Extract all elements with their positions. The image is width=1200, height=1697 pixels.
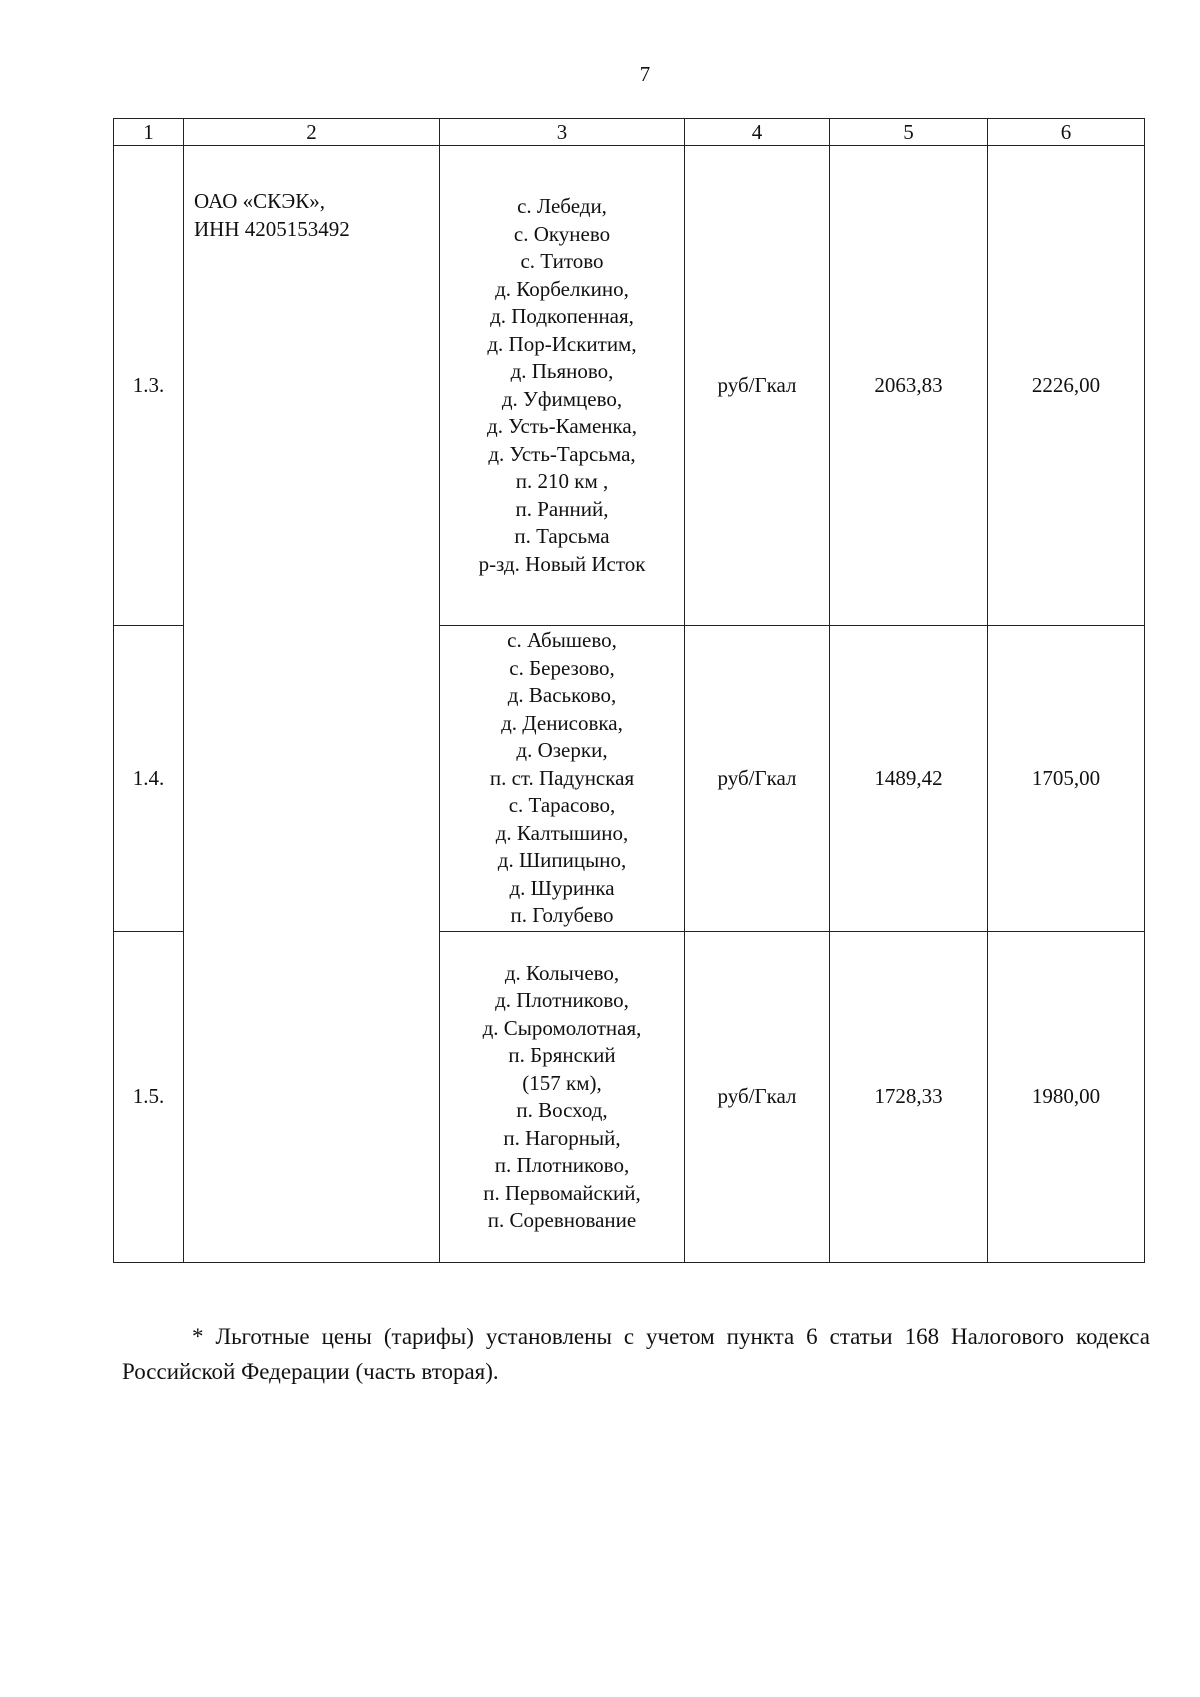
column-header-5: 5	[830, 119, 988, 146]
table-header-row	[114, 119, 1145, 146]
locality: п. Восход,	[516, 1098, 608, 1122]
locality: (157 км),	[522, 1070, 602, 1095]
locality: д. Корбелкино,	[495, 276, 629, 301]
organization-name: ОАО «СКЭК»,	[194, 189, 326, 213]
locality: д. Шипицыно,	[497, 848, 627, 873]
column-header-3: 3	[440, 119, 685, 146]
locality: п. Плотниково,	[494, 1153, 630, 1177]
locality: с. Окунево	[513, 221, 611, 246]
locality: д. Калтышино,	[495, 820, 629, 845]
locality: п. ст. Падунская	[489, 765, 635, 790]
unit-cell: руб/Гкал	[685, 932, 830, 1263]
locality: с. Абышево,	[507, 628, 617, 653]
locality: с. Тарасово,	[508, 793, 616, 818]
column-header-1: 1	[114, 119, 184, 146]
locality: д. Усть-Тарсьма,	[488, 441, 636, 466]
localities-cell	[440, 146, 685, 626]
value-cell-5: 2063,83	[830, 146, 988, 626]
localities-cell	[440, 932, 685, 1263]
value-cell-5: 1728,33	[830, 932, 988, 1263]
locality: п. 210 км ,	[515, 469, 609, 493]
locality: п. Первомайский,	[483, 1180, 641, 1205]
organization-inn: ИНН 4205153492	[194, 216, 350, 241]
value-cell-6: 1980,00	[988, 932, 1145, 1263]
locality: д. Колычево,	[504, 960, 620, 985]
locality: д. Уфимцево,	[501, 386, 623, 411]
locality: п. Нагорный,	[503, 1125, 621, 1150]
locality: с. Лебеди,	[517, 194, 607, 218]
column-header-4: 4	[685, 119, 830, 146]
row-number: 1.3.	[114, 146, 184, 626]
locality: д. Денисовка,	[501, 710, 623, 735]
locality: д. Васьково,	[507, 683, 617, 708]
table-row	[114, 146, 1145, 626]
locality: с. Березово,	[509, 655, 615, 680]
locality: д. Озерки,	[516, 738, 608, 763]
locality: д. Пьяново,	[510, 359, 614, 383]
column-header-6: 6	[988, 119, 1145, 146]
page-number: 7	[639, 62, 651, 86]
localities-cell	[440, 626, 685, 932]
tariff-table	[113, 118, 1145, 1263]
row-number: 1.4.	[114, 626, 184, 932]
footnote: * Льготные цены (тарифы) установлены с учетом пункта 6 статьи 168 Налогового кодекса Российской Федерации (часть вторая).	[122, 1324, 1150, 1384]
value-cell-6: 1705,00	[988, 626, 1145, 932]
value-cell-6: 2226,00	[988, 146, 1145, 626]
locality: р-зд. Новый Исток	[478, 551, 646, 576]
locality: д. Пор-Искитим,	[487, 331, 637, 356]
locality: п. Голубево	[510, 903, 614, 928]
locality: п. Брянский	[508, 1043, 616, 1067]
unit-cell: руб/Гкал	[685, 146, 830, 626]
row-number: 1.5.	[114, 932, 184, 1263]
value-cell-5: 1489,42	[830, 626, 988, 932]
organization-cell	[184, 146, 440, 1263]
locality: п. Ранний,	[515, 496, 609, 521]
locality: д. Сыромолотная,	[482, 1015, 642, 1040]
column-header-2: 2	[184, 119, 440, 146]
locality: п. Тарсьма	[514, 524, 610, 548]
locality: д. Подкопенная,	[490, 304, 634, 328]
locality: п. Соревнование	[487, 1208, 637, 1232]
locality: д. Плотниково,	[495, 988, 629, 1012]
unit-cell: руб/Гкал	[685, 626, 830, 932]
locality: д. Усть-Каменка,	[487, 414, 637, 438]
locality: д. Шуринка	[509, 875, 615, 900]
locality: с. Титово	[520, 249, 604, 273]
